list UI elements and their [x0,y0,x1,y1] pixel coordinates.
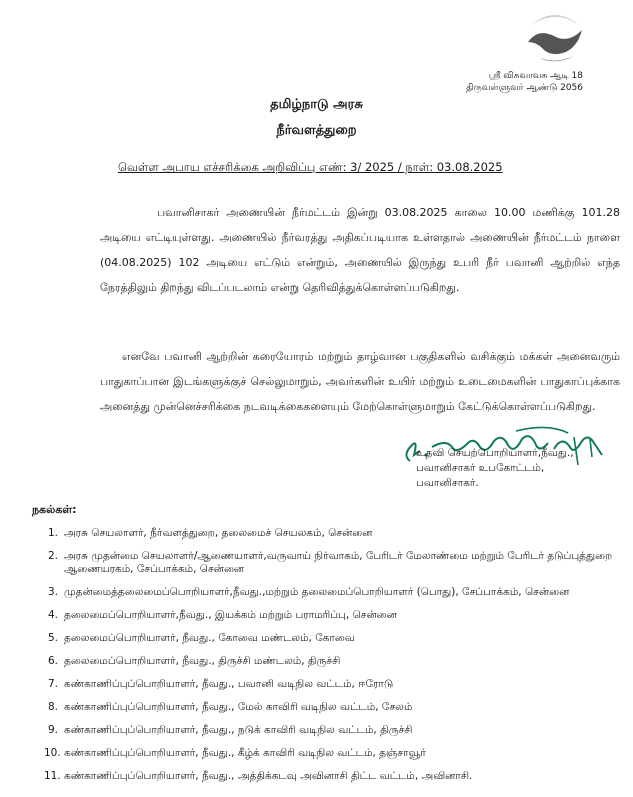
tamil-date-block [466,70,583,94]
list-item: 4. தலைமைப்பொறியாளர்,நீவது., இயக்கம் மற்றும் பராமரிப்பு, சென்னை [47,609,397,621]
list-item: 3. முதன்மைத்தலைமைப்பொறியாளர்,நீவது.,மற்றும் தலைமைப்பொறியாளர் (பொது), சேப்பாக்கம், சென்னை [47,586,570,598]
list-item: 11. கண்காணிப்புப்பொறியாளர், நீவது., அத்திக்கடவு அவினாசி திட்ட வட்டம், அவினாசி. [44,770,473,782]
department-title: நீர்வளத்துறை [276,123,357,138]
list-item: 10. கண்காணிப்புப்பொறியாளர், நீவது., கீழ்க் காவிரி வடிநில வட்டம், தஞ்சாவூர் [44,747,426,759]
signatory-designation: உதவி செயற்பொறியாளர்,நீவது., [416,447,574,459]
notice-paragraph-1: பவானிசாகர் அணையின் நீர்மட்டம் இன்று 03.08.2025 காலை 10.00 மணிக்கு 101.28 அடியை எட்டியுள்ளது. அணையில் நீர்வரத்து அதிகப்படியாக உள்ளதால் அணையின் நீர்மட்டம் நாளை (04.08.2025) 102 அடியை எட்டும் என்றும், அணையில் இருந்து உபரி நீர் பவானி ஆற்றில் எந்த நேரத்திலும் திறந்து விடப்படலாம் என்று தெரிவித்துக்கொள்ளப்படுகிறது. [100,206,620,294]
copies-list [44,527,624,793]
notice-subject: வெள்ள அபாய எச்சரிக்கை அறிவிப்பு எண்: 3/ 2025 / நாள்: 03.08.2025 [118,160,503,174]
thiruvalluvar-year: திருவள்ளுவர் ஆண்டு 2056 [466,83,583,93]
signatory-block [416,446,574,491]
list-item: 8. கண்காணிப்புப்பொறியாளர், நீவது., மேல் காவிரி வடிநில வட்டம், சேலம் [47,701,413,713]
tamil-month-date: ஸ்ரீ விசுவாவசு ஆடி 18 [488,71,583,81]
list-item: 6. தலைமைப்பொறியாளர், நீவது., திருச்சி மண்டலம், திருச்சி [47,655,341,667]
signatory-place: பவானிசாகர். [416,477,479,489]
copies-label: நகல்கள்: [32,503,77,516]
list-item: 1. அரசு செயலாளர், நீர்வளத்துறை, தலைமைச் செயலகம், சென்னை [47,527,373,539]
water-resources-logo-icon [524,8,586,68]
list-item: 9. கண்காணிப்புப்பொறியாளர், நீவது., நடுக் காவிரி வடிநில வட்டம், திருச்சி [47,724,413,736]
signatory-office: பவானிசாகர் உபகோட்டம், [416,462,545,474]
notice-paragraph-2: எனவே பவானி ஆற்றின் கரையோரம் மற்றும் தாழ்வான பகுதிகளில் வசிக்கும் மக்கள் அனைவரும் பாதுகாப்பான இடங்களுக்குச் செல்லுமாறும், அவர்களின் உயிர் மற்றும் உடைமைகளின் பாதுகாப்புக்காக அனைத்து முன்னெச்சரிக்கை நடவடிக்கைகளையும் மேற்கொள்ளுமாறும் கேட்டுக்கொள்ளப்படுகிறது. [100,350,620,413]
government-title: தமிழ்நாடு அரசு [270,97,363,112]
list-item: 2. அரசு முதன்மை செயலாளர்/ஆணையாளர்,வருவாய் நிர்வாகம், பேரிடர் மேலாண்மை மற்றும் பேரிடர் தடுப்புத்துறை ஆணையரகம், சேப்பாக்கம், சென்னை [47,550,613,575]
list-item: 5. தலைமைப்பொறியாளர், நீவது., கோவை மண்டலம், கோவை [47,632,355,644]
list-item: 7. கண்காணிப்புப்பொறியாளர், நீவது., பவானி வடிநில வட்டம், ஈரோடு [47,678,394,690]
